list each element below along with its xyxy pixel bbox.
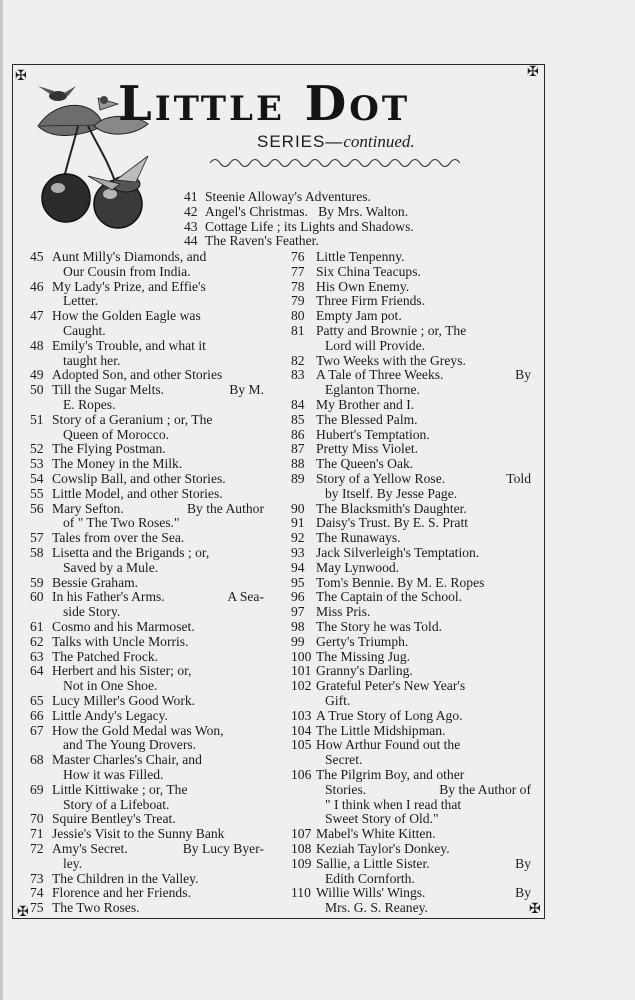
entry-title-line: The Patched Frock. bbox=[52, 648, 159, 664]
entry-title-line: Lisetta and the Brigands ; or, bbox=[52, 545, 210, 560]
entry-title-line: Pretty Miss Violet. bbox=[316, 441, 419, 457]
entry-number: 58 bbox=[30, 545, 44, 560]
entry-title-line: taught her. bbox=[63, 352, 121, 368]
entry-title-line: Tom's Bennie. By M. E. Ropes bbox=[316, 574, 485, 590]
entry-title-line: Not in One Shoe. bbox=[63, 678, 158, 694]
series-label: SERIES— bbox=[257, 132, 344, 151]
line-part: A Sea- bbox=[227, 589, 264, 605]
line-part: Story of a Yellow Rose. bbox=[316, 471, 446, 486]
entry-number: 49 bbox=[30, 367, 44, 383]
entry-number: 64 bbox=[30, 663, 44, 679]
decorative-flourish bbox=[210, 156, 460, 170]
entry-number: 104 bbox=[291, 722, 312, 738]
entry-title-line: of " The Two Roses." bbox=[63, 515, 180, 531]
entry-title-line: Little Tenpenny. bbox=[316, 249, 405, 264]
bee-icon bbox=[88, 156, 148, 192]
entry-title-line: How Arthur Found out the bbox=[316, 737, 461, 753]
entry-number: 66 bbox=[30, 707, 44, 723]
entry-number: 95 bbox=[291, 574, 305, 590]
entry-title-line: Secret. bbox=[325, 752, 363, 768]
entry-title-line: Little Model, and other Stories. bbox=[52, 485, 223, 501]
entry-number: 45 bbox=[30, 249, 44, 264]
entry-number: 99 bbox=[291, 633, 305, 649]
entry-title-line: Mabel's White Kitten. bbox=[316, 826, 436, 842]
entry-number: 87 bbox=[291, 441, 305, 457]
entry-title-line: The Blacksmith's Daughter. bbox=[316, 500, 467, 516]
entry-title-line: Our Cousin from India. bbox=[63, 263, 191, 279]
corner-ornament-icon: ✠ bbox=[17, 905, 29, 920]
corner-ornament-icon: ✠ bbox=[529, 902, 541, 917]
page-edge bbox=[0, 0, 3, 1000]
entry-number: 75 bbox=[30, 900, 44, 916]
entry-title-line: The Little Midshipman. bbox=[316, 722, 446, 738]
series-title: Little Dot bbox=[118, 76, 411, 132]
entry-number: 90 bbox=[291, 500, 305, 516]
entry-title-line: Cowslip Ball, and other Stories. bbox=[52, 471, 226, 486]
entry-title-line: My Lady's Prize, and Effie's bbox=[52, 278, 206, 294]
entry-title-line: A True Story of Long Ago. bbox=[316, 707, 463, 723]
entry-number: 56 bbox=[30, 500, 44, 516]
line-part: By bbox=[515, 885, 531, 901]
line-part: Told bbox=[506, 471, 531, 486]
entry-title-line: ley. bbox=[63, 855, 83, 871]
line-part: By the Author bbox=[186, 500, 264, 516]
entry-title-line: Empty Jam pot. bbox=[316, 308, 402, 324]
entry-number: 82 bbox=[291, 352, 305, 368]
entry-title-line: Bessie Graham. bbox=[52, 574, 139, 590]
entry-title-line: Herbert and his Sister; or, bbox=[52, 663, 192, 679]
entry-title-line bbox=[52, 590, 264, 605]
line-part: Stories. bbox=[325, 781, 367, 797]
entry-title-line: The Captain of the School. bbox=[316, 589, 463, 605]
entry-number: 109 bbox=[291, 855, 312, 871]
entry-title-line: The Runaways. bbox=[316, 530, 401, 546]
entry-number: 71 bbox=[30, 826, 44, 842]
entry-title-line: The Flying Postman. bbox=[52, 441, 166, 457]
entry-number: 55 bbox=[30, 485, 44, 501]
entry-title-line: Story of a Lifeboat. bbox=[63, 796, 170, 812]
entry-title-line bbox=[316, 368, 531, 383]
entry-title-line: Caught. bbox=[63, 323, 106, 338]
entry-number: 76 bbox=[291, 249, 305, 264]
entry-title-line: Jack Silverleigh's Temptation. bbox=[316, 545, 480, 560]
entry-title-line: Aunt Milly's Diamonds, and bbox=[52, 249, 207, 264]
entry-number: 54 bbox=[30, 471, 44, 486]
entry-number: 44 bbox=[184, 233, 198, 249]
entry-number: 50 bbox=[30, 382, 44, 398]
entry-title-line: Eglanton Thorne. bbox=[325, 382, 420, 398]
entry-number: 106 bbox=[291, 767, 312, 782]
entry-title-line: Letter. bbox=[63, 293, 99, 309]
entry-number: 51 bbox=[30, 411, 44, 427]
entry-number: 97 bbox=[291, 604, 305, 620]
entry-number: 62 bbox=[30, 633, 44, 649]
entry-number: 80 bbox=[291, 308, 305, 324]
entry-title-line: Little Kittiwake ; or, The bbox=[52, 781, 188, 797]
entry-number: 41 bbox=[184, 189, 198, 204]
entry-title-line: Miss Pris. bbox=[316, 604, 371, 620]
entry-title-line: The Queen's Oak. bbox=[316, 456, 414, 472]
line-part: Amy's Secret. bbox=[52, 841, 128, 856]
line-part: By Lucy Byer- bbox=[182, 841, 264, 856]
entry-number: 69 bbox=[30, 781, 44, 797]
entry-number: 67 bbox=[30, 722, 44, 738]
series-continued: continued. bbox=[343, 132, 415, 151]
entry-title-line: Patty and Brownie ; or, The bbox=[316, 323, 467, 338]
entry-title-line: Master Charles's Chair, and bbox=[52, 752, 202, 768]
entry-number: 98 bbox=[291, 619, 305, 634]
entry-title-line: The Raven's Feather. bbox=[205, 233, 319, 249]
corner-ornament-icon: ✠ bbox=[15, 69, 27, 84]
entry-number: 61 bbox=[30, 619, 44, 634]
entry-title-line bbox=[52, 502, 264, 517]
entry-title-line: Florence and her Friends. bbox=[52, 885, 191, 901]
entry-number: 79 bbox=[291, 293, 305, 309]
entry-title-line: Adopted Son, and other Stories bbox=[52, 367, 223, 383]
entry-number: 59 bbox=[30, 574, 44, 590]
line-part: A Tale of Three Weeks. bbox=[316, 367, 444, 383]
entry-number: 100 bbox=[291, 648, 312, 664]
entry-title-line: Squire Bentley's Treat. bbox=[52, 811, 176, 827]
entry-number: 105 bbox=[291, 737, 312, 753]
entry-title-line: Cosmo and his Marmoset. bbox=[52, 619, 195, 634]
entry-number: 74 bbox=[30, 885, 44, 901]
entry-number: 107 bbox=[291, 826, 312, 842]
entry-number: 53 bbox=[30, 456, 44, 472]
entry-number: 48 bbox=[30, 337, 44, 353]
entry-number: 81 bbox=[291, 323, 305, 338]
entry-title-line: by Itself. By Jesse Page. bbox=[325, 485, 458, 501]
entry-number: 103 bbox=[291, 707, 312, 723]
entry-title-line: Granny's Darling. bbox=[316, 663, 413, 679]
line-part: By bbox=[515, 855, 531, 871]
entry-number: 52 bbox=[30, 441, 44, 457]
entry-title-line: My Brother and I. bbox=[316, 397, 415, 412]
entry-title-line: Mrs. G. S. Reaney. bbox=[325, 900, 428, 916]
entry-number: 78 bbox=[291, 278, 305, 294]
entry-title-line: Queen of Morocco. bbox=[63, 426, 170, 442]
entry-number: 63 bbox=[30, 648, 44, 664]
entry-title-line: Angel's Christmas. By Mrs. Walton. bbox=[205, 203, 409, 219]
entry-title-line: Tales from over the Sea. bbox=[52, 530, 185, 546]
series-subtitle bbox=[257, 132, 415, 152]
entry-number: 57 bbox=[30, 530, 44, 546]
entry-title-line: Lord will Provide. bbox=[325, 337, 426, 353]
entry-title-line: How the Gold Medal was Won, bbox=[52, 722, 224, 738]
entry-title-line: E. Ropes. bbox=[63, 397, 116, 412]
entry-title-line: Gift. bbox=[325, 693, 351, 708]
entry-number: 91 bbox=[291, 515, 305, 531]
entry-title-line: How it was Filled. bbox=[63, 767, 164, 782]
entry-number: 83 bbox=[291, 367, 305, 383]
entry-title-line: Gerty's Triumph. bbox=[316, 633, 409, 649]
line-part: By M. bbox=[229, 382, 264, 398]
entry-title-line bbox=[52, 383, 264, 398]
entry-number: 88 bbox=[291, 456, 305, 472]
entry-number: 47 bbox=[30, 308, 44, 324]
line-part: Mary Sefton. bbox=[52, 500, 124, 516]
line-part: Willie Wills' Wings. bbox=[316, 885, 426, 901]
entry-title-line: The Children in the Valley. bbox=[52, 870, 199, 886]
entry-number: 65 bbox=[30, 693, 44, 708]
entry-title-line: How the Golden Eagle was bbox=[52, 308, 201, 324]
entry-title-line: and The Young Drovers. bbox=[63, 737, 197, 753]
entry-number: 101 bbox=[291, 663, 312, 679]
entry-title-line bbox=[316, 857, 531, 872]
entry-title-line bbox=[316, 472, 531, 487]
entry-number: 93 bbox=[291, 545, 305, 560]
entry-title-line: side Story. bbox=[63, 604, 121, 620]
entry-title-line: Six China Teacups. bbox=[316, 263, 421, 279]
entry-title-line: Saved by a Mule. bbox=[63, 559, 159, 575]
entry-title-line: Story of a Geranium ; or, The bbox=[52, 411, 213, 427]
entry-title-line: Lucy Miller's Good Work. bbox=[52, 693, 196, 708]
entry-number: 108 bbox=[291, 841, 312, 856]
entry-title-line: The Two Roses. bbox=[52, 900, 140, 916]
entry-title-line: Steenie Alloway's Adventures. bbox=[205, 189, 371, 204]
line-part: Sallie, a Little Sister. bbox=[316, 855, 430, 871]
entry-number: 46 bbox=[30, 278, 44, 294]
entry-number: 89 bbox=[291, 471, 305, 486]
entry-number: 110 bbox=[291, 885, 311, 901]
entry-title-line: Grateful Peter's New Year's bbox=[316, 678, 466, 694]
entry-number: 72 bbox=[30, 841, 44, 856]
entry-title-line: Hubert's Temptation. bbox=[316, 426, 430, 442]
entry-title-line: Little Andy's Legacy. bbox=[52, 707, 168, 723]
entry-title-line: Three Firm Friends. bbox=[316, 293, 426, 309]
entry-number: 70 bbox=[30, 811, 44, 827]
entry-number: 102 bbox=[291, 678, 312, 694]
entry-title-line: May Lynwood. bbox=[316, 559, 400, 575]
entry-number: 60 bbox=[30, 589, 44, 605]
entry-title-line: Jessie's Visit to the Sunny Bank bbox=[52, 826, 225, 842]
entry-title-line: Keziah Taylor's Donkey. bbox=[316, 841, 450, 856]
entry-title-line: Daisy's Trust. By E. S. Pratt bbox=[316, 515, 469, 531]
entry-number: 77 bbox=[291, 263, 305, 279]
entry-number: 86 bbox=[291, 426, 305, 442]
entry-title-line: The Blessed Palm. bbox=[316, 411, 418, 427]
line-part: By the Author of bbox=[439, 781, 531, 797]
entry-title-line: Edith Cornforth. bbox=[325, 870, 415, 886]
entry-title-line bbox=[316, 886, 531, 901]
entry-number: 84 bbox=[291, 397, 305, 412]
entry-number: 73 bbox=[30, 870, 44, 886]
entry-number: 96 bbox=[291, 589, 305, 605]
flying-bee-icon bbox=[38, 86, 76, 101]
entry-title-line: His Own Enemy. bbox=[316, 278, 410, 294]
entry-number: 42 bbox=[184, 203, 198, 219]
entry-number: 68 bbox=[30, 752, 44, 768]
entry-title-line: The Money in the Milk. bbox=[52, 456, 183, 472]
entry-title-line: Cottage Life ; its Lights and Shadows. bbox=[205, 218, 414, 234]
line-part: In his Father's Arms. bbox=[52, 589, 165, 605]
entry-title-line: " I think when I read that bbox=[325, 796, 462, 812]
line-part: Till the Sugar Melts. bbox=[52, 382, 165, 398]
entry-number: 43 bbox=[184, 218, 198, 234]
entry-title-line: Emily's Trouble, and what it bbox=[52, 337, 206, 353]
entry-title-line: Two Weeks with the Greys. bbox=[316, 352, 466, 368]
entry-number: 92 bbox=[291, 530, 305, 546]
entry-title-line: Sweet Story of Old." bbox=[325, 811, 439, 827]
line-part: By bbox=[515, 367, 531, 383]
corner-ornament-icon: ✠ bbox=[527, 65, 539, 80]
entry-title-line: The Story he was Told. bbox=[316, 619, 443, 634]
entry-title-line bbox=[52, 842, 264, 857]
entry-title-line: Talks with Uncle Morris. bbox=[52, 633, 189, 649]
entry-title-line bbox=[325, 783, 531, 798]
entry-number: 94 bbox=[291, 559, 305, 575]
entry-number: 85 bbox=[291, 411, 305, 427]
entry-title-line: The Missing Jug. bbox=[316, 648, 411, 664]
entry-title-line: The Pilgrim Boy, and other bbox=[316, 767, 465, 782]
